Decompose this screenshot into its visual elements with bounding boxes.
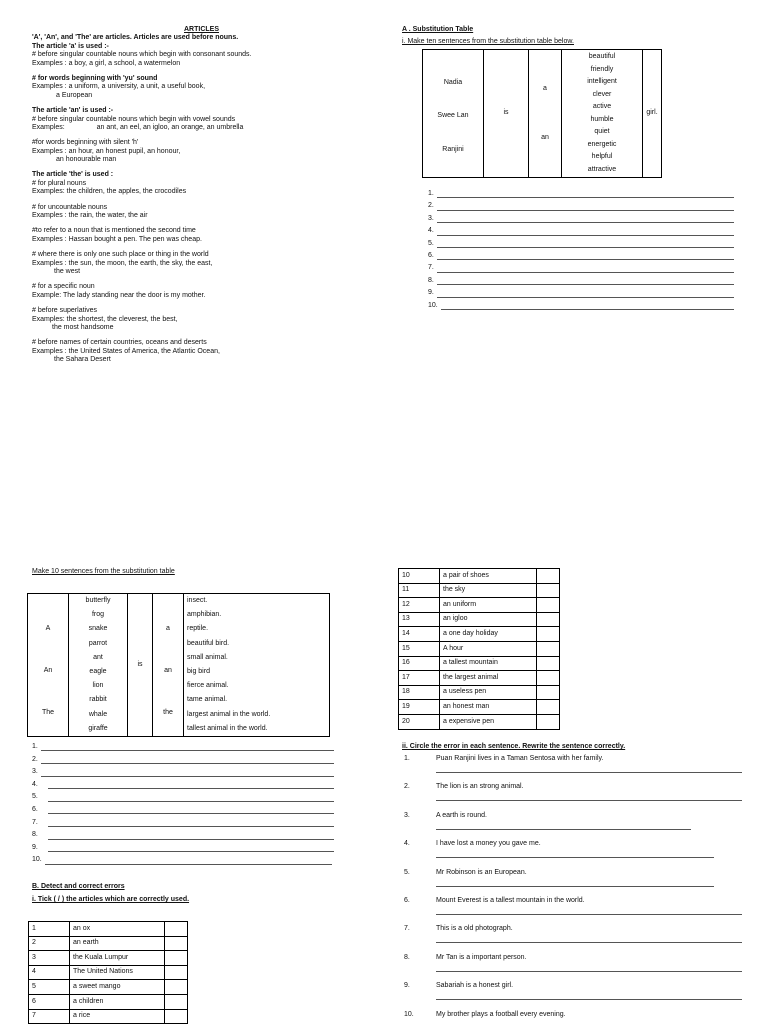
article-start-column xyxy=(28,594,69,737)
write-rule[interactable] xyxy=(48,782,334,789)
error-sentence[interactable]: Sabariah is a honest girl. xyxy=(436,982,514,990)
answer-line[interactable] xyxy=(428,277,734,285)
tick-instruction: i. Tick ( / ) the articles which are correctly used. xyxy=(32,896,190,903)
error-sentence[interactable]: Mount Everest is a tallest mountain in the world. xyxy=(436,897,585,904)
error-number: 6. xyxy=(404,897,410,904)
rewrite-line[interactable] xyxy=(436,971,742,972)
write-rule[interactable] xyxy=(48,833,334,840)
tick-row xyxy=(29,951,188,966)
line-number: 6. xyxy=(428,252,434,259)
article-phrase: an igloo xyxy=(440,612,537,627)
write-rule[interactable] xyxy=(41,744,334,751)
row-number: 13 xyxy=(399,612,440,627)
tick-row xyxy=(29,936,188,951)
section-b-title: B. Detect and correct errors xyxy=(32,883,125,890)
answer-line[interactable] xyxy=(32,806,334,814)
adjective-item: beautiful xyxy=(588,53,616,60)
adjective-item: active xyxy=(592,103,612,110)
tick-box[interactable] xyxy=(537,569,560,584)
write-rule[interactable] xyxy=(437,216,734,223)
write-rule[interactable] xyxy=(441,303,734,310)
tick-box[interactable] xyxy=(537,583,560,598)
substitution-table-girls xyxy=(422,49,662,178)
tick-box[interactable] xyxy=(165,936,188,951)
an-example-2b: an honourable man xyxy=(56,156,117,164)
answer-line[interactable] xyxy=(428,240,734,248)
adjective-item: humble xyxy=(590,115,614,123)
tick-row xyxy=(29,980,188,995)
write-rule[interactable] xyxy=(48,820,334,827)
ending-item: beautiful bird. xyxy=(187,639,230,647)
answer-line[interactable] xyxy=(32,831,334,839)
error-sentence[interactable]: I have lost a money you gave me. xyxy=(436,840,541,848)
answer-line[interactable] xyxy=(428,202,734,210)
row-number: 15 xyxy=(399,641,440,656)
a-example-2b: a European xyxy=(56,91,93,99)
ending-item: fierce animal. xyxy=(187,682,229,690)
error-number: 7. xyxy=(404,925,410,933)
line-number: 4. xyxy=(32,780,38,788)
animal-item: butterfly xyxy=(85,597,111,604)
tick-row xyxy=(29,994,188,1009)
animal-item: lion xyxy=(92,682,104,690)
rewrite-line[interactable] xyxy=(436,914,742,915)
tick-box[interactable] xyxy=(537,671,560,686)
tick-box[interactable] xyxy=(165,994,188,1009)
the-example-2: Examples : the rain, the water, the air xyxy=(32,212,148,220)
error-sentence[interactable]: Puan Ranjini lives in a Taman Sentosa with her family. xyxy=(436,755,604,762)
answer-line[interactable] xyxy=(32,781,334,789)
the-example-6: Examples: the shortest, the cleverest, the best, xyxy=(32,315,178,323)
article-phrase: the Kuala Lumpur xyxy=(70,951,165,966)
an-example-2: Examples : an hour, an honest pupil, an honour, xyxy=(32,147,181,155)
line-number: 5. xyxy=(32,793,38,801)
line-number: 9. xyxy=(32,843,38,851)
article-item: a xyxy=(543,85,547,93)
answer-line[interactable] xyxy=(32,743,334,751)
line-number: 1. xyxy=(32,743,38,750)
the-rule-7: # before names of certain countries, oceans and deserts xyxy=(32,339,207,347)
an-example-words: an ant, an eel, an igloo, an orange, an umbrella xyxy=(96,123,244,131)
tick-box[interactable] xyxy=(537,627,560,642)
row-number: 4 xyxy=(29,965,70,980)
article-phrase: the largest animal xyxy=(440,671,537,686)
row-number: 3 xyxy=(29,951,70,966)
ending-item: amphibian. xyxy=(187,611,222,619)
article-phrase: an ox xyxy=(70,922,165,937)
error-sentence[interactable]: The lion is an strong animal. xyxy=(436,783,524,791)
article-column xyxy=(529,50,562,178)
tick-row xyxy=(399,714,560,729)
article-mid-column xyxy=(153,594,184,737)
line-number: 7. xyxy=(32,818,38,826)
the-rule-1: # for plural nouns xyxy=(32,179,87,187)
adjective-column xyxy=(562,50,643,178)
adjective-item: helpful xyxy=(591,153,613,160)
an-example-1 xyxy=(32,124,362,132)
verb-column: is xyxy=(484,50,529,178)
name-item: Ranjini xyxy=(442,145,464,153)
names-column xyxy=(423,50,484,178)
line-number: 2. xyxy=(428,202,434,210)
a-heading: The article 'a' is used :- xyxy=(32,42,109,50)
error-number: 10. xyxy=(404,1010,414,1018)
a-rule-2: # for words beginning with 'yu' sound xyxy=(32,74,158,82)
row-number: 17 xyxy=(399,671,440,686)
tick-row xyxy=(399,641,560,656)
answer-line[interactable] xyxy=(32,768,334,776)
tick-row xyxy=(399,598,560,613)
article-phrase: a useless pen xyxy=(440,685,537,700)
error-number: 3. xyxy=(404,811,410,819)
tick-row xyxy=(399,685,560,700)
rewrite-line[interactable] xyxy=(436,800,742,801)
line-number: 2. xyxy=(32,755,38,763)
verb-column-animals: is xyxy=(128,594,153,737)
ending-item: small animal. xyxy=(187,653,228,661)
name-item: Swee Lan xyxy=(437,112,469,120)
row-number: 6 xyxy=(29,994,70,1009)
row-number: 10 xyxy=(399,569,440,584)
article-phrase: an earth xyxy=(70,936,165,951)
write-rule[interactable] xyxy=(48,807,334,814)
an-rule-1: # before singular countable nouns which begin with vowel sounds xyxy=(32,115,236,123)
intro-text: 'A', 'An', and 'The' are articles. Articles are used before nouns. xyxy=(32,34,239,42)
rewrite-line[interactable] xyxy=(436,772,742,773)
article-phrase: A hour xyxy=(440,641,537,656)
rewrite-line[interactable] xyxy=(436,886,714,887)
tick-box[interactable] xyxy=(537,700,560,715)
tick-box[interactable] xyxy=(165,980,188,995)
articles-notes xyxy=(32,26,362,365)
article-phrase: a tallest mountain xyxy=(440,656,537,671)
noun-column: girl. xyxy=(643,50,662,178)
adjective-item: intelligent xyxy=(587,78,617,85)
animal-item: giraffe xyxy=(88,724,108,732)
tick-row xyxy=(399,671,560,686)
tick-box[interactable] xyxy=(537,685,560,700)
article-phrase: an honest man xyxy=(440,700,537,715)
tick-box[interactable] xyxy=(165,1009,188,1024)
the-rule-2: # for uncountable nouns xyxy=(32,203,108,211)
write-rule[interactable] xyxy=(45,858,332,865)
write-rule[interactable] xyxy=(48,845,334,852)
line-number: 9. xyxy=(428,289,434,297)
article-phrase: an uniform xyxy=(440,598,537,613)
line-number: 8. xyxy=(428,276,434,284)
error-number: 4. xyxy=(404,840,410,848)
article-phrase: a children xyxy=(70,994,165,1009)
animal-list xyxy=(69,594,127,736)
error-number: 5. xyxy=(404,868,410,876)
answer-line[interactable] xyxy=(428,252,734,260)
ending-item: tame animal. xyxy=(187,696,228,704)
article-mid-item: the xyxy=(163,709,173,717)
articles-title: ARTICLES xyxy=(184,26,219,33)
row-number: 12 xyxy=(399,598,440,613)
write-rule[interactable] xyxy=(437,291,734,298)
an-example-label: Examples: xyxy=(32,123,65,131)
animal-item: eagle xyxy=(89,668,107,676)
tick-row xyxy=(399,583,560,598)
write-rule[interactable] xyxy=(41,757,334,764)
adjective-item: quiet xyxy=(594,128,610,135)
circle-error-title: ii. Circle the error in each sentence. Rewrite the sentence correctly. xyxy=(402,743,626,750)
rewrite-line[interactable] xyxy=(436,829,691,830)
tick-row xyxy=(29,1009,188,1024)
tick-box[interactable] xyxy=(537,656,560,671)
adjective-item: energetic xyxy=(587,140,617,148)
a-example-2: Examples : a uniform, a university, a unit, a useful book, xyxy=(32,83,206,91)
line-number: 5. xyxy=(428,239,434,247)
tick-row xyxy=(29,965,188,980)
the-rule-5: # for a specific noun xyxy=(32,283,95,291)
animal-item: ant xyxy=(93,653,103,661)
tick-row xyxy=(399,700,560,715)
answer-line[interactable] xyxy=(32,844,334,852)
tick-box[interactable] xyxy=(165,965,188,980)
answer-line[interactable] xyxy=(428,227,734,235)
write-rule[interactable] xyxy=(437,191,734,198)
adjective-item: attractive xyxy=(587,165,617,173)
article-phrase: a rice xyxy=(70,1009,165,1024)
adjective-list xyxy=(562,51,642,176)
the-example-5: Example: The lady standing near the door is my mother. xyxy=(32,291,206,299)
write-rule[interactable] xyxy=(437,204,734,211)
article-phrase: a one day holiday xyxy=(440,627,537,642)
the-example-7: Examples : the United States of America, the Atlantic Ocean, xyxy=(32,347,220,355)
article-item: an xyxy=(541,133,549,141)
ending-item: big bird xyxy=(187,668,210,676)
substitution-table-animals xyxy=(27,593,330,737)
tick-table-left xyxy=(28,921,188,1024)
write-rule[interactable] xyxy=(437,278,734,285)
line-number: 3. xyxy=(32,768,38,776)
row-number: 5 xyxy=(29,980,70,995)
animals-instruction: Make 10 sentences from the substitution table xyxy=(32,568,175,575)
write-rule[interactable] xyxy=(437,241,734,248)
animal-item: snake xyxy=(88,625,108,633)
error-number: 8. xyxy=(404,953,410,961)
line-number: 4. xyxy=(428,227,434,235)
line-number: 6. xyxy=(32,806,38,813)
animal-item: rabbit xyxy=(89,696,107,704)
tick-box[interactable] xyxy=(165,951,188,966)
the-heading: The article 'the' is used : xyxy=(32,171,114,179)
the-rule-6: # before superlatives xyxy=(32,307,97,315)
ending-item: insect. xyxy=(187,597,208,604)
line-number: 3. xyxy=(428,214,434,222)
answer-line[interactable] xyxy=(428,215,734,223)
tick-row xyxy=(29,922,188,937)
row-number: 16 xyxy=(399,656,440,671)
the-example-3: Examples : Hassan bought a pen. The pen was cheap. xyxy=(32,235,202,243)
a-example-1: Examples : a boy, a girl, a school, a watermelon xyxy=(32,59,181,67)
ending-item: tallest animal in the world. xyxy=(187,724,268,732)
article-phrase: The United Nations xyxy=(70,965,165,980)
tick-table-right xyxy=(398,568,560,730)
tick-row xyxy=(399,627,560,642)
answer-line[interactable] xyxy=(428,289,734,297)
tick-box[interactable] xyxy=(537,714,560,729)
name-item: Nadia xyxy=(443,78,463,86)
error-sentence[interactable]: Mr Robinson is an European. xyxy=(436,868,527,876)
article-phrase: a pair of shoes xyxy=(440,569,537,584)
write-rule[interactable] xyxy=(437,229,734,236)
ending-list xyxy=(187,594,329,736)
tick-box[interactable] xyxy=(537,641,560,656)
article-phrase: a expensive pen xyxy=(440,714,537,729)
tick-box[interactable] xyxy=(537,612,560,627)
error-sentence[interactable]: Mr Tan is a important person. xyxy=(436,953,527,961)
the-example-4b: the west xyxy=(54,267,81,275)
an-heading: The article 'an' is used :- xyxy=(32,107,114,115)
line-number: 1. xyxy=(428,190,434,197)
error-number: 1. xyxy=(404,755,410,762)
animal-column xyxy=(69,594,128,737)
ending-item: reptile. xyxy=(187,625,209,633)
substitution-title: A . Substitution Table xyxy=(402,26,474,33)
the-example-6b: the most handsome xyxy=(52,323,114,331)
line-number: 7. xyxy=(428,264,434,272)
error-sentence[interactable]: My brother plays a football every evening. xyxy=(436,1010,566,1018)
substitution-instruction: i. Make ten sentences from the substitution table below. xyxy=(402,38,574,45)
article-start-item: A xyxy=(45,625,51,633)
ending-column xyxy=(184,594,330,737)
animal-item: whale xyxy=(88,710,108,718)
tick-row xyxy=(399,656,560,671)
answer-line[interactable] xyxy=(32,819,334,827)
the-example-1: Examples: the children, the apples, the crocodiles xyxy=(32,188,187,196)
answer-line[interactable] xyxy=(32,793,334,801)
article-phrase: a sweet mango xyxy=(70,980,165,995)
line-number: 10. xyxy=(32,856,42,864)
row-number: 11 xyxy=(399,583,440,598)
rewrite-line[interactable] xyxy=(436,857,714,858)
the-rule-4: # where there is only one such place or thing in the world xyxy=(32,251,209,259)
error-sentence[interactable]: This is a old photograph. xyxy=(436,925,513,933)
article-phrase: the sky xyxy=(440,583,537,598)
write-rule[interactable] xyxy=(41,770,334,777)
line-number: 10. xyxy=(428,301,438,309)
write-rule[interactable] xyxy=(48,795,334,802)
rewrite-line[interactable] xyxy=(436,942,742,943)
row-number: 20 xyxy=(399,714,440,729)
animal-item: frog xyxy=(91,611,105,619)
ending-item: largest animal in the world. xyxy=(187,710,271,718)
an-rule-2: #for words beginning with silent 'h' xyxy=(32,139,139,147)
answer-line[interactable] xyxy=(428,190,734,198)
answer-line[interactable] xyxy=(32,756,334,764)
article-start-item: The xyxy=(41,709,55,717)
row-number: 18 xyxy=(399,685,440,700)
the-example-7b: the Sahara Desert xyxy=(54,356,111,364)
article-mid-item: an xyxy=(164,667,172,675)
row-number: 19 xyxy=(399,700,440,715)
error-number: 2. xyxy=(404,783,410,791)
adjective-item: friendly xyxy=(590,65,614,73)
row-number: 14 xyxy=(399,627,440,642)
error-sentence[interactable]: A earth is round. xyxy=(436,811,487,819)
answer-line[interactable] xyxy=(428,302,734,310)
write-rule[interactable] xyxy=(437,266,734,273)
error-number: 9. xyxy=(404,982,410,990)
answer-line[interactable] xyxy=(428,264,734,272)
article-mid-item: a xyxy=(166,625,170,633)
row-number: 1 xyxy=(29,922,70,937)
the-example-4: Examples : the sun, the moon, the earth, the sky, the east, xyxy=(32,259,213,267)
rewrite-line[interactable] xyxy=(436,999,742,1000)
row-number: 2 xyxy=(29,936,70,951)
answer-line[interactable] xyxy=(32,856,332,864)
write-rule[interactable] xyxy=(437,253,734,260)
a-rule-1: # before singular countable nouns which begin with consonant sounds. xyxy=(32,51,252,59)
tick-row xyxy=(399,612,560,627)
tick-box[interactable] xyxy=(165,922,188,937)
line-number: 8. xyxy=(32,831,38,839)
tick-row xyxy=(399,569,560,584)
tick-box[interactable] xyxy=(537,598,560,613)
row-number: 7 xyxy=(29,1009,70,1024)
animal-item: parrot xyxy=(88,639,108,647)
the-rule-3: #to refer to a noun that is mentioned the second time xyxy=(32,227,196,235)
adjective-item: clever xyxy=(592,90,612,98)
article-start-item: An xyxy=(43,667,53,675)
